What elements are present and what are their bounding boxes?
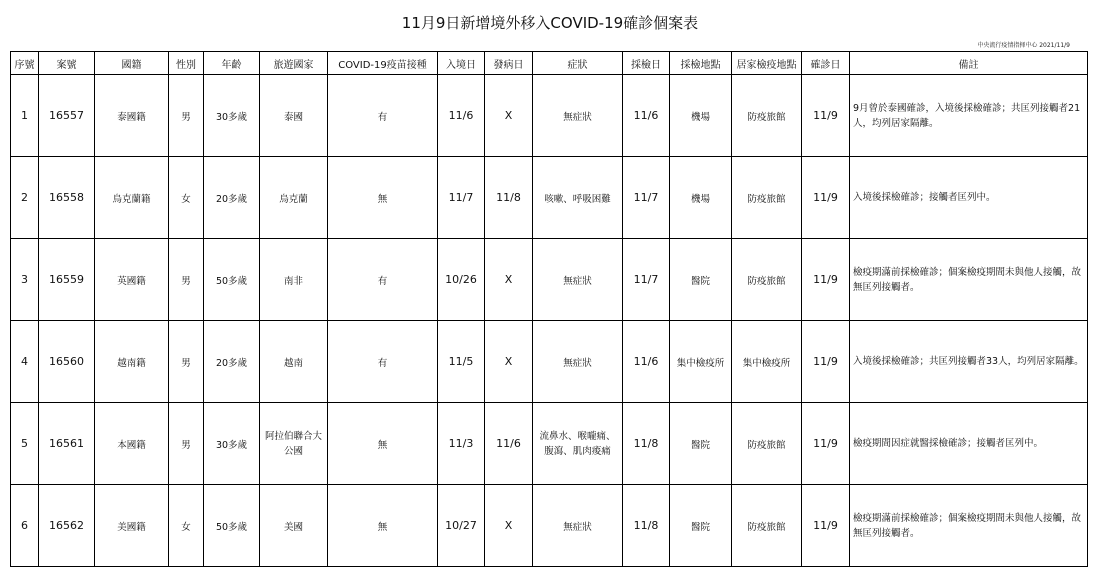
table-row (11, 485, 1088, 567)
test-location-cell: 機場 (670, 75, 732, 157)
nationality-cell: 美國籍 (95, 485, 169, 567)
nationality-cell: 越南籍 (95, 321, 169, 403)
header-cell: 確診日 (802, 52, 850, 75)
remark-cell: 入境後採檢確診；共匡列接觸者33人，均列居家隔離。 (850, 321, 1088, 403)
test-location-cell: 機場 (670, 157, 732, 239)
vaccine-cell: 無 (328, 485, 438, 567)
confirmed-date-cell: 11/9 (802, 485, 850, 567)
test-date-cell: 11/6 (623, 75, 670, 157)
travel-country-cell: 美國 (260, 485, 328, 567)
test-date-cell: 11/7 (623, 157, 670, 239)
travel-country-cell: 泰國 (260, 75, 328, 157)
quarantine-location-cell: 防疫旅館 (732, 239, 802, 321)
onset-date-cell: 11/6 (485, 403, 533, 485)
serial-cell: 1 (11, 75, 39, 157)
age-cell: 30多歲 (204, 403, 260, 485)
remark-cell: 檢疫期滿前採檢確診；個案檢疫期間未與他人接觸，故無匡列接觸者。 (850, 485, 1088, 567)
header-cell: 採檢日 (623, 52, 670, 75)
vaccine-cell: 無 (328, 157, 438, 239)
case-number-cell: 16559 (39, 239, 95, 321)
age-cell: 20多歲 (204, 157, 260, 239)
onset-date-cell: X (485, 75, 533, 157)
gender-cell: 女 (169, 485, 204, 567)
quarantine-location-cell: 防疫旅館 (732, 485, 802, 567)
travel-country-cell: 越南 (260, 321, 328, 403)
onset-date-cell: X (485, 321, 533, 403)
test-date-cell: 11/7 (623, 239, 670, 321)
header-cell: 年齡 (204, 52, 260, 75)
header-cell: 案號 (39, 52, 95, 75)
travel-country-cell: 阿拉伯聯合大公國 (260, 403, 328, 485)
header-cell: 序號 (11, 52, 39, 75)
symptom-cell: 咳嗽、呼吸困難 (533, 157, 623, 239)
symptom-cell: 無症狀 (533, 321, 623, 403)
entry-date-cell: 11/7 (438, 157, 485, 239)
gender-cell: 女 (169, 157, 204, 239)
nationality-cell: 泰國籍 (95, 75, 169, 157)
header-row (11, 52, 1088, 75)
symptom-cell: 無症狀 (533, 485, 623, 567)
test-location-cell: 醫院 (670, 485, 732, 567)
age-cell: 50多歲 (204, 485, 260, 567)
vaccine-cell: 有 (328, 75, 438, 157)
header-cell: 居家檢疫地點 (732, 52, 802, 75)
gender-cell: 男 (169, 403, 204, 485)
header-cell: 旅遊國家 (260, 52, 328, 75)
test-date-cell: 11/8 (623, 485, 670, 567)
remark-cell: 檢疫期間因症就醫採檢確診；接觸者匡列中。 (850, 403, 1088, 485)
symptom-cell: 無症狀 (533, 75, 623, 157)
quarantine-location-cell: 防疫旅館 (732, 75, 802, 157)
quarantine-location-cell: 防疫旅館 (732, 403, 802, 485)
entry-date-cell: 11/6 (438, 75, 485, 157)
table-row (11, 157, 1088, 239)
test-location-cell: 醫院 (670, 403, 732, 485)
confirmed-date-cell: 11/9 (802, 403, 850, 485)
symptom-cell: 流鼻水、喉嚨痛、腹瀉、肌肉痠痛 (533, 403, 623, 485)
page-title: 11月9日新增境外移入COVID-19確診個案表 (401, 14, 699, 32)
case-table (10, 51, 1088, 567)
vaccine-cell: 有 (328, 239, 438, 321)
serial-cell: 6 (11, 485, 39, 567)
remark-cell: 9月曾於泰國確診，入境後採檢確診；共匡列接觸者21人，均列居家隔離。 (850, 75, 1088, 157)
header-cell: COVID-19疫苗接種 (328, 52, 438, 75)
serial-cell: 3 (11, 239, 39, 321)
gender-cell: 男 (169, 321, 204, 403)
serial-cell: 5 (11, 403, 39, 485)
travel-country-cell: 烏克蘭 (260, 157, 328, 239)
vaccine-cell: 有 (328, 321, 438, 403)
age-cell: 50多歲 (204, 239, 260, 321)
onset-date-cell: X (485, 239, 533, 321)
header-cell: 性別 (169, 52, 204, 75)
gender-cell: 男 (169, 239, 204, 321)
table-row (11, 239, 1088, 321)
entry-date-cell: 10/27 (438, 485, 485, 567)
header-cell: 發病日 (485, 52, 533, 75)
serial-cell: 2 (11, 157, 39, 239)
table-row (11, 403, 1088, 485)
quarantine-location-cell: 集中檢疫所 (732, 321, 802, 403)
confirmed-date-cell: 11/9 (802, 239, 850, 321)
entry-date-cell: 10/26 (438, 239, 485, 321)
header-cell: 症狀 (533, 52, 623, 75)
header-cell: 入境日 (438, 52, 485, 75)
header-cell: 國籍 (95, 52, 169, 75)
remark-cell: 入境後採檢確診；接觸者匡列中。 (850, 157, 1088, 239)
serial-cell: 4 (11, 321, 39, 403)
header-cell: 採檢地點 (670, 52, 732, 75)
onset-date-cell: 11/8 (485, 157, 533, 239)
entry-date-cell: 11/3 (438, 403, 485, 485)
nationality-cell: 英國籍 (95, 239, 169, 321)
age-cell: 30多歲 (204, 75, 260, 157)
case-number-cell: 16561 (39, 403, 95, 485)
case-number-cell: 16560 (39, 321, 95, 403)
source-note: 中央流行疫情指揮中心 2021/11/9 (977, 42, 1070, 49)
table-row (11, 75, 1088, 157)
onset-date-cell: X (485, 485, 533, 567)
case-number-cell: 16562 (39, 485, 95, 567)
test-location-cell: 醫院 (670, 239, 732, 321)
test-date-cell: 11/6 (623, 321, 670, 403)
gender-cell: 男 (169, 75, 204, 157)
confirmed-date-cell: 11/9 (802, 157, 850, 239)
confirmed-date-cell: 11/9 (802, 321, 850, 403)
nationality-cell: 本國籍 (95, 403, 169, 485)
entry-date-cell: 11/5 (438, 321, 485, 403)
case-number-cell: 16557 (39, 75, 95, 157)
test-location-cell: 集中檢疫所 (670, 321, 732, 403)
header-cell: 備註 (850, 52, 1088, 75)
age-cell: 20多歲 (204, 321, 260, 403)
quarantine-location-cell: 防疫旅館 (732, 157, 802, 239)
confirmed-date-cell: 11/9 (802, 75, 850, 157)
nationality-cell: 烏克蘭籍 (95, 157, 169, 239)
test-date-cell: 11/8 (623, 403, 670, 485)
symptom-cell: 無症狀 (533, 239, 623, 321)
case-number-cell: 16558 (39, 157, 95, 239)
table-row (11, 321, 1088, 403)
remark-cell: 檢疫期滿前採檢確診；個案檢疫期間未與他人接觸，故無匡列接觸者。 (850, 239, 1088, 321)
travel-country-cell: 南非 (260, 239, 328, 321)
vaccine-cell: 無 (328, 403, 438, 485)
